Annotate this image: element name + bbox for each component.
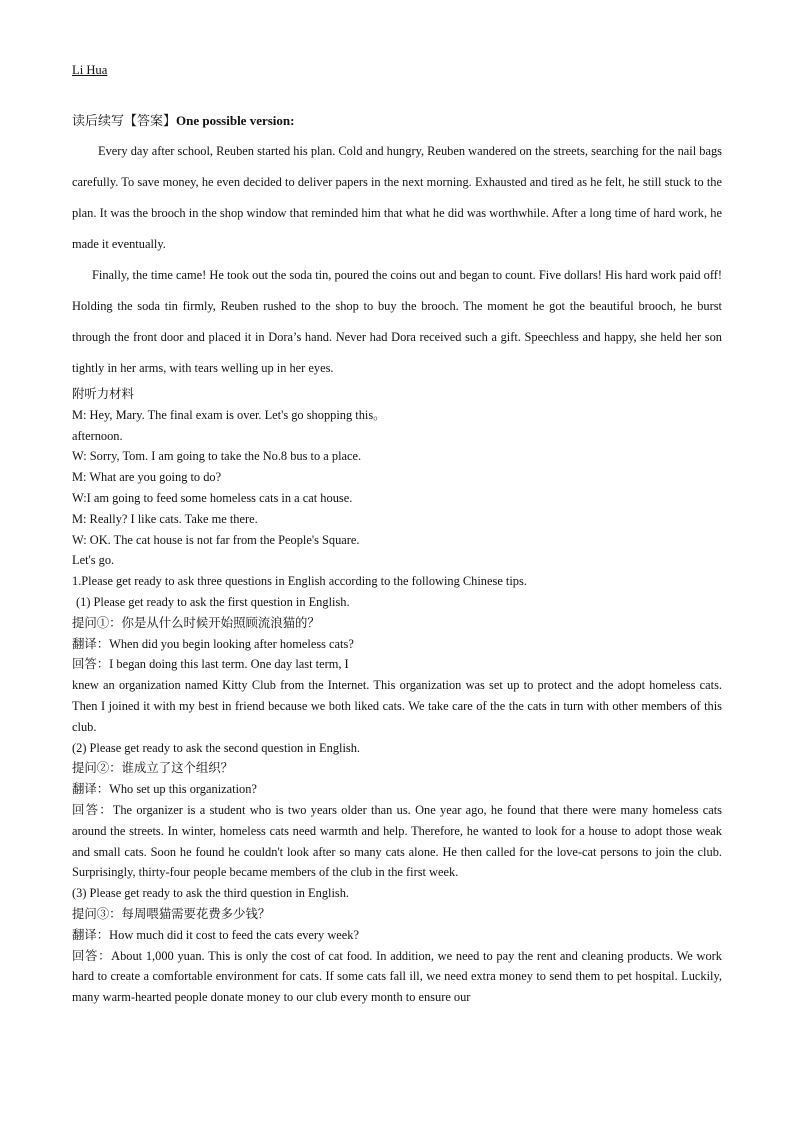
- dialogue-line: M: Hey, Mary. The final exam is over. Let's go shopping this。: [72, 407, 386, 422]
- question-1-answer-start: 回答：I began doing this last term. One day last term, I: [72, 657, 349, 672]
- question-2-chinese: 提问②：谁成立了这个组织？: [72, 761, 234, 776]
- task-instruction: 1.Please get ready to ask three questions in English according to the following Chinese tips.: [72, 574, 527, 589]
- dialogue-line: M: Really? I like cats. Take me there.: [72, 511, 258, 526]
- question-3-prompt: (3) Please get ready to ask the third question in English.: [72, 886, 350, 901]
- question-1-prompt: (1) Please get ready to ask the first question in English.: [76, 594, 350, 609]
- dialogue-line: W:I am going to feed some homeless cats in a cat house.: [72, 490, 353, 505]
- question-2-translation: 翻译：Who set up this organization?: [72, 782, 257, 797]
- essay-paragraph-2: Finally, the time came! He took out the soda tin, poured the coins out and began to count. Five dollars! His hard work paid off! Holding the soda tin firmly, Reuben rushed to the shop to buy the brooch. The moment he got the beautiful brooch, he burst through the front door and placed it in Dora’s hand. Never had Dora received such a gift. Speechless and happy, she held her son tightly in her arms, with tears welling up in her eyes.: [72, 268, 722, 375]
- question-1-chinese: 提问①：你是从什么时候开始照顾流浪猫的？: [72, 615, 320, 630]
- question-3-translation: 翻译：How much did it cost to feed the cats every week?: [72, 927, 359, 942]
- question-1-translation: 翻译：When did you begin looking after homeless cats?: [72, 636, 354, 651]
- listening-script: [72, 384, 722, 1008]
- dialogue-line: afternoon.: [72, 428, 123, 443]
- dialogue-line: W: OK. The cat house is not far from the People's Square.: [72, 532, 360, 547]
- question-3-answer: 回答：About 1,000 yuan. This is only the cost of cat food. In addition, we need to pay the rent and cleaning products. We work hard to create a comfortable environment for cats. If some cats fall ill, we need extra money to send them to pet hospital. Luckily, many warm-hearted people donate money to our club every month to ensure our: [72, 948, 722, 1005]
- author-name: Li Hua: [72, 63, 108, 77]
- question-3-chinese: 提问③：每周喂猫需要花费多少钱？: [72, 906, 271, 921]
- answer-version: One possible version:: [176, 113, 295, 128]
- dialogue-line: M: What are you going to do?: [72, 470, 222, 485]
- model-essay: [72, 136, 722, 384]
- answer-label: 读后续写【答案】: [72, 113, 177, 128]
- question-2-prompt: (2) Please get ready to ask the second question in English.: [72, 740, 361, 755]
- listening-heading: 附听力材料: [72, 387, 134, 401]
- question-2-answer: 回答：The organizer is a student who is two years older than us. One year ago, he found that there were many homeless cats around the streets. In winter, homeless cats need warmth and help. Therefore, he wanted to look for a house to adopt those weak and small cats. Soon he found he couldn't look after so many cats alone. He then called for the love-cat persons to join the club. Surprisingly, thirty-four people became members of the club in the first week.: [72, 802, 722, 880]
- dialogue-line: Let's go.: [72, 553, 115, 568]
- essay-paragraph-1: Every day after school, Reuben started his plan. Cold and hungry, Reuben wandered on the streets, searching for the nail bags carefully. To save money, he even decided to deliver papers in the next morning. Exhausted and tired as he felt, he still stuck to the plan. It was the brooch in the shop window that reminded him that what he did was worthwhile. After a long time of hard work, he made it eventually.: [72, 144, 722, 251]
- dialogue-line: W: Sorry, Tom. I am going to take the No.8 bus to a place.: [72, 449, 362, 464]
- question-1-answer-rest: knew an organization named Kitty Club from the Internet. This organization was set up to protect and the adopt homeless cats. Then I joined it with my best in friend because we both liked cats. We take care of the the cats in turn with other members of this club.: [72, 678, 722, 734]
- answer-heading: [72, 110, 294, 129]
